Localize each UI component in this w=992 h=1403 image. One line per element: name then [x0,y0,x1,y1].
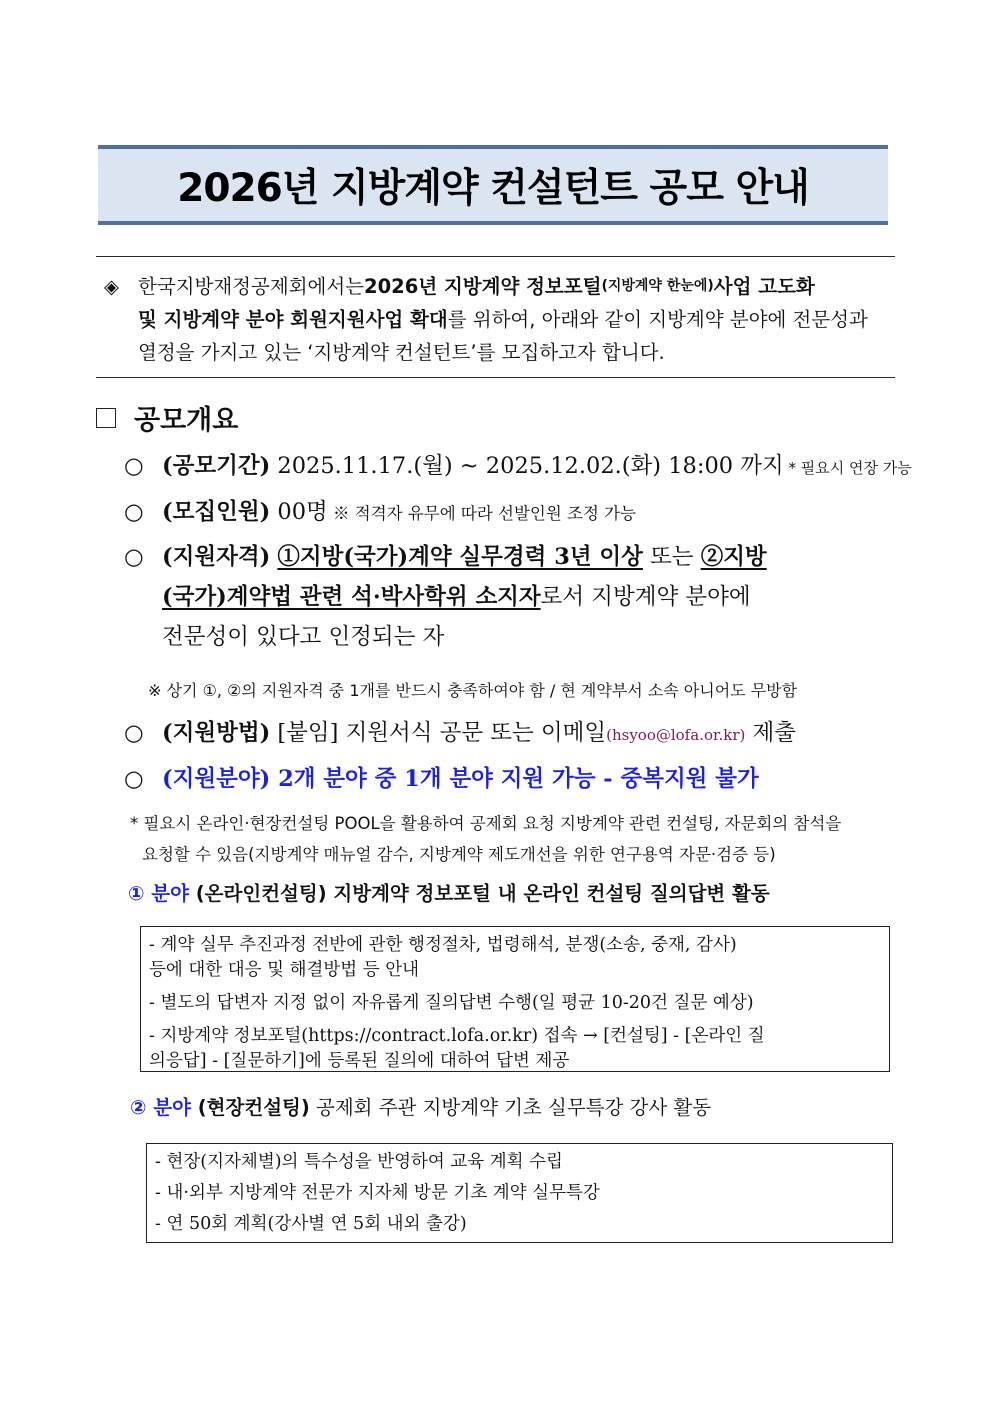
field1-box-line: - 지방계약 정보포털(https://contract.lofa.or.kr) 접속 → [컨설팅] - [온라인 질 [149,1026,765,1046]
field-value: 2개 분야 중 1개 분야 지원 가능 - 중복지원 불가 [270,766,759,792]
method-label: (지원방법) [162,720,271,746]
field2-box-line: - 현장(지자체별)의 특수성을 반영하여 교육 계획 수립 [155,1152,563,1172]
item-method [124,713,899,755]
circle-bullet-icon: ○ [124,544,144,570]
intro-line1-pre: 한국지방재정공제회에서는 [138,275,365,298]
item-field [124,759,899,799]
period-value: 2025.11.17.(월) ~ 2025.12.02.(화) 18:00 까지 [270,453,784,479]
page-title: 2026년 지방계약 컨설턴트 공모 안내 [177,166,809,211]
field-label: (지원분야) [162,766,271,792]
field2-box [146,1143,893,1243]
intro-top-rule [96,256,895,257]
qual-condition-1: ①지방(국가)계약 실무경력 3년 이상 [277,544,643,570]
section-heading [96,398,238,437]
field1-box-line: - 계약 실무 추진과정 전반에 관한 행정절차, 법령해석, 분쟁(소송, 중재, 감사) [149,935,737,955]
field1-box-line: 등에 대한 대응 및 해결방법 등 안내 [149,960,420,980]
qual-rest: 로서 지방계약 분야에 [540,584,751,610]
field1-num: ① 분야 [128,882,189,905]
period-label: (공모기간) [162,453,271,479]
field1-box-line: - 별도의 답변자 지정 없이 자유롭게 질의답변 수행(일 평균 10-20건 질문 예상) [149,993,754,1013]
intro-line2-rest: 를 위하여, 아래와 같이 지방계약 분야에 전문성과 [447,308,868,331]
qual-mid: 또는 [642,544,701,570]
item-recruit [124,492,899,534]
intro-line2-bold: 및 지방계약 분야 회원지원사업 확대 [138,308,448,331]
item-qualification [124,537,899,657]
method-email: (hsyoo@lofa.or.kr) [606,726,746,744]
intro-line1-bold2: 사업 고도화 [713,275,815,298]
square-bullet-icon [96,408,116,428]
method-value: [붙임] 지원서식 공문 또는 이메일 [270,720,607,746]
period-note: * 필요시 연장 가능 [783,459,912,477]
intro-line1-small: (지방계약 한눈에) [601,278,714,294]
field1-box-line: 의응답] - [질문하기]에 등록된 질의에 대하여 답변 제공 [149,1051,570,1071]
circle-bullet-icon: ○ [124,499,144,525]
field1-box [140,926,890,1072]
circle-bullet-icon: ○ [124,766,144,792]
field2-box-line: - 내·외부 지방계약 전문가 지자체 방문 기초 계약 실무특강 [155,1183,600,1203]
intro-line3: 열정을 가지고 있는 ‘지방계약 컨설턴트’를 모집하고자 합니다. [138,341,665,364]
circle-bullet-icon: ○ [124,720,144,746]
recruit-value: 00명 [270,499,328,525]
recruit-note: ※ 적격자 유무에 따라 선발인원 조정 가능 [327,504,637,523]
title-banner [98,145,888,225]
qualification-note: ※ 상기 ①, ②의 지원자격 중 1개를 반드시 충족하여야 함 / 현 계약부서 소속 아니어도 무방함 [148,681,798,700]
star-note [130,808,900,870]
intro-line1-bold: 2026년 지방계약 정보포털 [364,275,602,298]
circle-bullet-icon: ○ [124,453,144,479]
recruit-label: (모집인원) [162,499,271,525]
diamond-bullet-icon: ◈ [104,275,119,298]
field1-label: (온라인컨설팅) [188,882,327,905]
qual-condition-2b: (국가)계약법 관련 석·박사학위 소지자 [162,584,541,610]
field2-heading [130,1092,711,1120]
qual-condition-2a: ②지방 [700,544,767,570]
item-period [124,446,912,488]
qual-label: (지원자격) [162,544,271,570]
intro-bottom-rule [96,377,895,378]
star-note-line1: * 필요시 온라인·현장컨설팅 POOL을 활용하여 공제회 요청 지방계약 관련 컨설팅, 자문회의 참석을 [130,814,842,833]
qual-line3: 전문성이 있다고 인정되는 자 [162,624,445,650]
field1-heading [128,878,770,906]
intro-paragraph [104,270,884,369]
field2-desc: 공제회 주관 지방계약 기초 실무특강 강사 활동 [309,1096,712,1119]
section-title: 공모개요 [134,405,239,436]
field2-box-line: - 연 50회 계획(강사별 연 5회 내외 출강) [155,1214,467,1234]
field2-num: ② 분야 [130,1096,191,1119]
method-end: 제출 [745,720,797,746]
field2-label: (현장컨설팅) [190,1096,310,1119]
field1-desc: 지방계약 정보포털 내 온라인 컨설팅 질의답변 활동 [326,882,770,905]
star-note-line2: 요청할 수 있음(지방계약 매뉴얼 감수, 지방계약 제도개선을 위한 연구용역 자문·검증 등) [142,845,776,864]
